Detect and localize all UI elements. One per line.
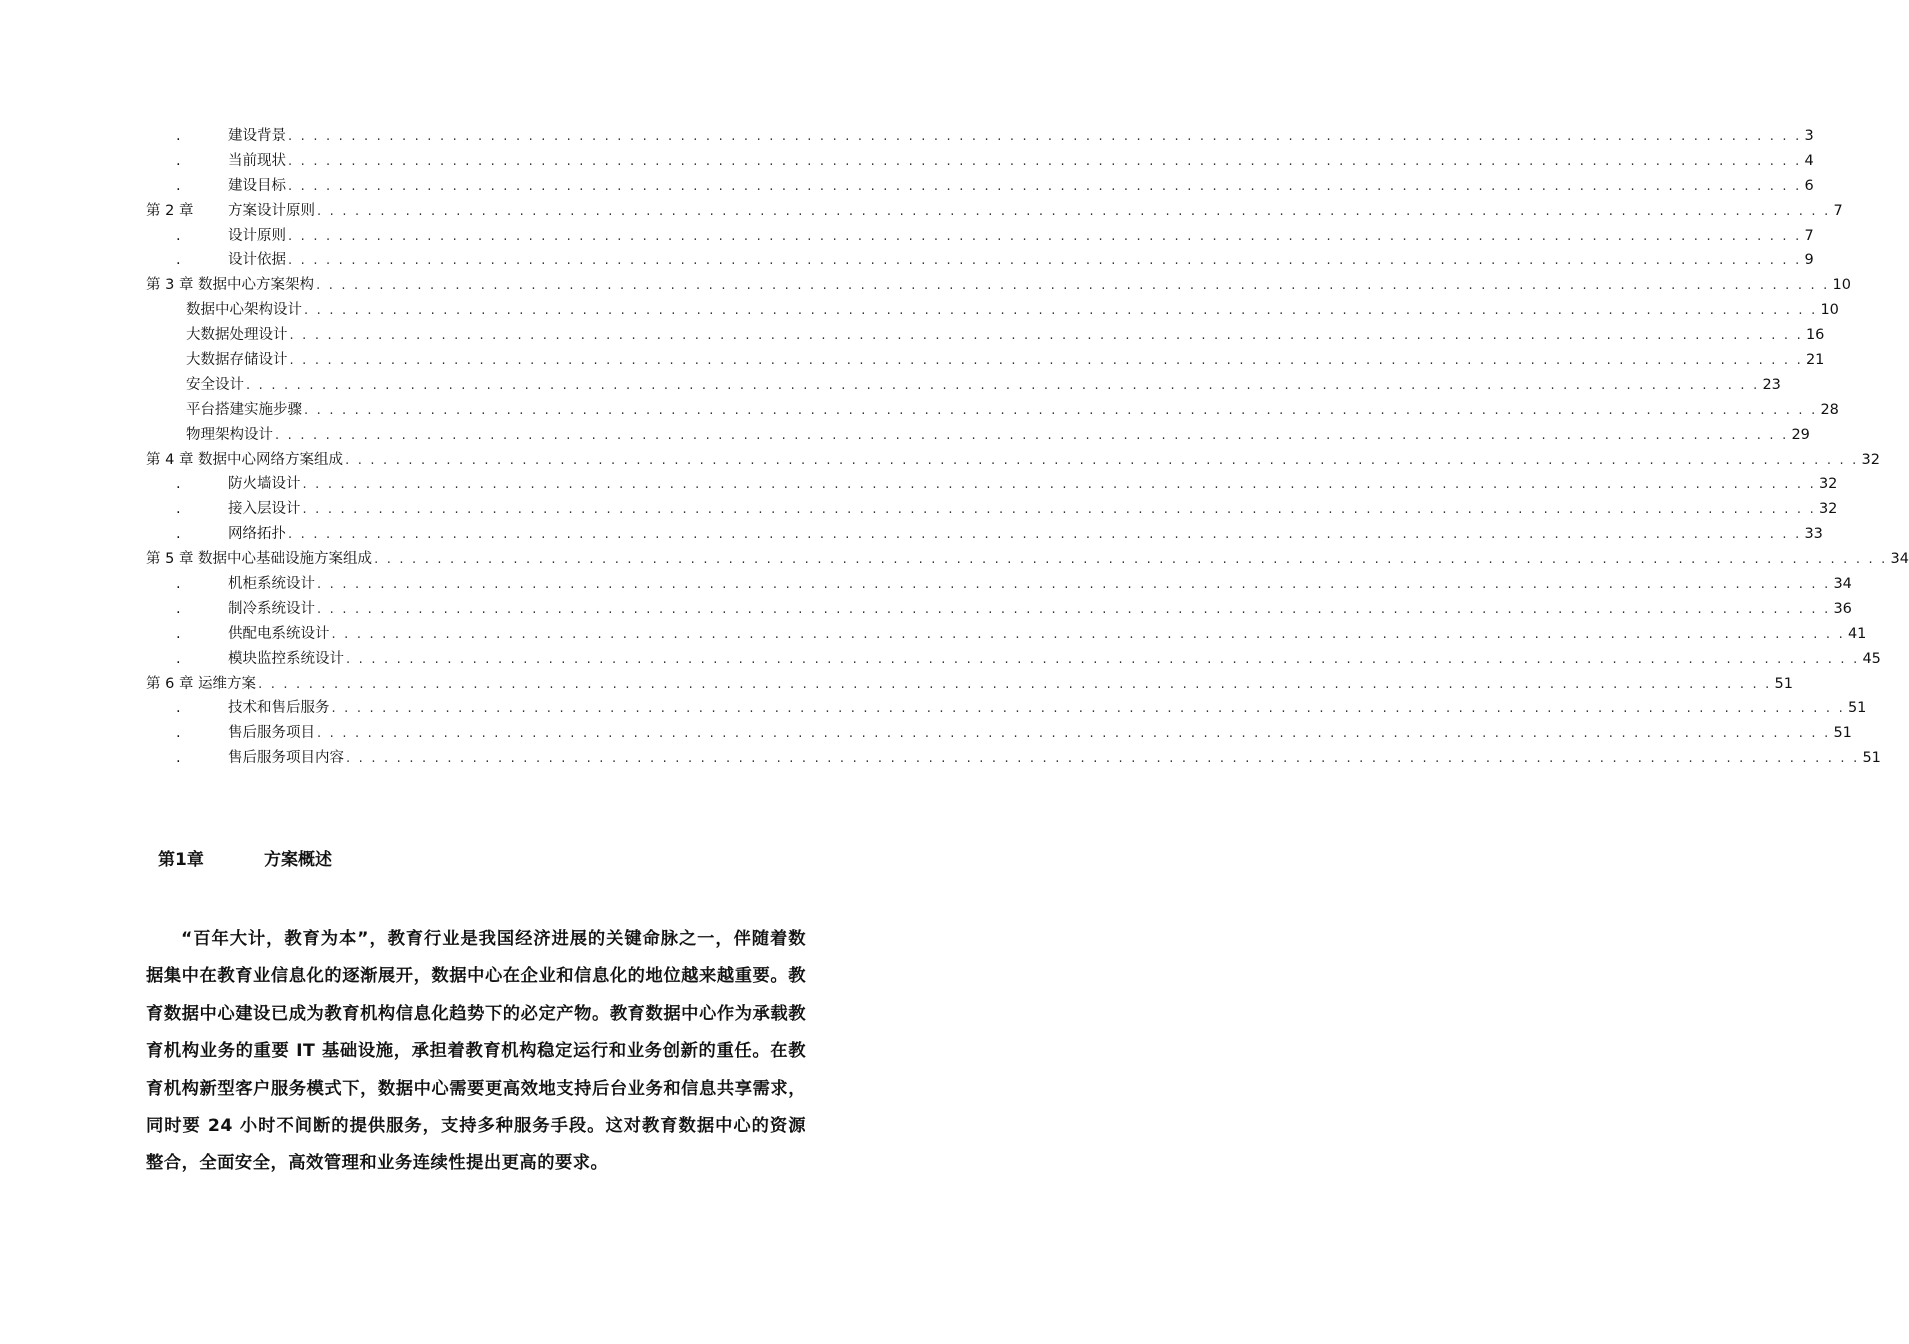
toc-entry-title: 第 5 章 数据中心基础设施方案组成 [146,547,374,572]
toc-page-number: 10 [1832,277,1851,294]
toc-dot-leader: . . . . . . . . . . . . . . . . . . . . . . . . . . . . . . . . . . . . . . . . . . . . . . . . . . . . . . . . . . . . . . . . . . . . . . . . . . . . . . . . . . . . . . . . . . . . . . . . . . . . . . . . . . . . . . . . . . . . . . . . [374,552,1888,568]
toc-entry-title: 大数据存储设计 [186,348,290,373]
toc-page-number: 45 [1862,650,1881,667]
chapter-title: 方案概述 [264,850,332,870]
toc-entry[interactable] [146,696,1867,721]
toc-dot-leader: . . . . . . . . . . . . . . . . . . . . . . . . . . . . . . . . . . . . . . . . . . . . . . . . . . . . . . . . . . . . . . . . . . . . . . . . . . . . . . . . . . . . . . . . . . . . . . . . . . . . . . . . . . . . . . . . . . . . . . . . [346,751,1860,767]
toc-page-number: 21 [1805,352,1825,369]
toc-dot-leader: . . . . . . . . . . . . . . . . . . . . . . . . . . . . . . . . . . . . . . . . . . . . . . . . . . . . . . . . . . . . . . . . . . . . . . . . . . . . . . . . . . . . . . . . . . . . . . . . . . . . . . . . . . . . . . . . . . . . . . . . [288,228,1802,244]
toc-entry[interactable] [146,746,1881,771]
toc-entry-number: . [176,128,181,144]
toc-dot-leader: . . . . . . . . . . . . . . . . . . . . . . . . . . . . . . . . . . . . . . . . . . . . . . . . . . . . . . . . . . . . . . . . . . . . . . . . . . . . . . . . . . . . . . . . . . . . . . . . . . . . . . . . . . . . . . . . . . . . . . . . [289,353,1803,369]
toc-page-number: 6 [1804,177,1814,194]
toc-entry-title: 方案设计原则 [228,199,317,224]
toc-dot-leader: . . . . . . . . . . . . . . . . . . . . . . . . . . . . . . . . . . . . . . . . . . . . . . . . . . . . . . . . . . . . . . . . . . . . . . . . . . . . . . . . . . . . . . . . . . . . . . . . . . . . . . . . . . . . . . . . . . . . . . . . [289,328,1803,344]
toc-page-number: 29 [1791,426,1810,443]
toc-page-number: 32 [1818,501,1838,518]
toc-page-number: 23 [1762,376,1781,393]
toc-entry[interactable] [146,373,1781,398]
toc-page-number: 34 [1890,551,1909,568]
toc-dot-leader: . . . . . . . . . . . . . . . . . . . . . . . . . . . . . . . . . . . . . . . . . . . . . . . . . . . . . . . . . . . . . . . . . . . . . . . . . . . . . . . . . . . . . . . . . . . . . . . . . . . . . . . . . . . . . . . . . . . . . . . . [246,377,1760,393]
toc-page-number: 28 [1820,401,1839,418]
toc-page-number: 9 [1804,252,1814,269]
toc-page-number: 7 [1804,227,1814,244]
toc-entry-title: 第 6 章 运维方案 [146,672,258,697]
toc-page-number: 51 [1862,750,1881,767]
toc-entry[interactable] [146,398,1839,423]
toc-entry[interactable] [146,597,1852,622]
toc-page-number: 36 [1833,600,1852,617]
toc-dot-leader: . . . . . . . . . . . . . . . . . . . . . . . . . . . . . . . . . . . . . . . . . . . . . . . . . . . . . . . . . . . . . . . . . . . . . . . . . . . . . . . . . . . . . . . . . . . . . . . . . . . . . . . . . . . . . . . . . . . . . . . . [317,601,1831,617]
toc-entry[interactable] [146,497,1838,522]
toc-dot-leader: . . . . . . . . . . . . . . . . . . . . . . . . . . . . . . . . . . . . . . . . . . . . . . . . . . . . . . . . . . . . . . . . . . . . . . . . . . . . . . . . . . . . . . . . . . . . . . . . . . . . . . . . . . . . . . . . . . . . . . . . [345,452,1859,468]
toc-entry-title: 机柜系统设计 [228,572,317,597]
toc-dot-leader: . . . . . . . . . . . . . . . . . . . . . . . . . . . . . . . . . . . . . . . . . . . . . . . . . . . . . . . . . . . . . . . . . . . . . . . . . . . . . . . . . . . . . . . . . . . . . . . . . . . . . . . . . . . . . . . . . . . . . . . . [288,253,1802,269]
toc-page-number: 51 [1774,675,1793,692]
toc-entry-number: . [176,501,181,518]
toc-entry[interactable] [146,572,1852,597]
toc-dot-leader: . . . . . . . . . . . . . . . . . . . . . . . . . . . . . . . . . . . . . . . . . . . . . . . . . . . . . . . . . . . . . . . . . . . . . . . . . . . . . . . . . . . . . . . . . . . . . . . . . . . . . . . . . . . . . . . . . . . . . . . . [288,527,1802,543]
toc-entry-title: 大数据处理设计 [186,323,290,348]
toc-dot-leader: . . . . . . . . . . . . . . . . . . . . . . . . . . . . . . . . . . . . . . . . . . . . . . . . . . . . . . . . . . . . . . . . . . . . . . . . . . . . . . . . . . . . . . . . . . . . . . . . . . . . . . . . . . . . . . . . . . . . . . . . [258,676,1772,692]
toc-entry[interactable] [146,224,1814,249]
toc-dot-leader: . . . . . . . . . . . . . . . . . . . . . . . . . . . . . . . . . . . . . . . . . . . . . . . . . . . . . . . . . . . . . . . . . . . . . . . . . . . . . . . . . . . . . . . . . . . . . . . . . . . . . . . . . . . . . . . . . . . . . . . . [317,577,1831,593]
toc-entry-title: 设计原则 [228,224,288,249]
toc-entry[interactable] [146,323,1825,348]
body-paragraph [146,921,806,1183]
toc-entry-title: 设计依据 [228,248,288,273]
toc-dot-leader: . . . . . . . . . . . . . . . . . . . . . . . . . . . . . . . . . . . . . . . . . . . . . . . . . . . . . . . . . . . . . . . . . . . . . . . . . . . . . . . . . . . . . . . . . . . . . . . . . . . . . . . . . . . . . . . . . . . . . . . . [302,477,1816,493]
toc-page-number: 4 [1804,152,1814,169]
toc-dot-leader: . . . . . . . . . . . . . . . . . . . . . . . . . . . . . . . . . . . . . . . . . . . . . . . . . . . . . . . . . . . . . . . . . . . . . . . . . . . . . . . . . . . . . . . . . . . . . . . . . . . . . . . . . . . . . . . . . . . . . . . . [304,303,1818,319]
toc-dot-leader: . . . . . . . . . . . . . . . . . . . . . . . . . . . . . . . . . . . . . . . . . . . . . . . . . . . . . . . . . . . . . . . . . . . . . . . . . . . . . . . . . . . . . . . . . . . . . . . . . . . . . . . . . . . . . . . . . . . . . . . . [331,701,1845,717]
toc-page-number: 3 [1804,128,1814,144]
toc-entry-title: 售后服务项目 [228,721,317,746]
toc-entry-number: . [176,625,181,642]
toc-dot-leader: . . . . . . . . . . . . . . . . . . . . . . . . . . . . . . . . . . . . . . . . . . . . . . . . . . . . . . . . . . . . . . . . . . . . . . . . . . . . . . . . . . . . . . . . . . . . . . . . . . . . . . . . . . . . . . . . . . . . . . . . [317,726,1831,742]
toc-page-number: 16 [1805,327,1825,344]
toc-dot-leader: . . . . . . . . . . . . . . . . . . . . . . . . . . . . . . . . . . . . . . . . . . . . . . . . . . . . . . . . . . . . . . . . . . . . . . . . . . . . . . . . . . . . . . . . . . . . . . . . . . . . . . . . . . . . . . . . . . . . . . . . [302,502,1816,518]
toc-page-number: 7 [1833,202,1843,219]
toc-entry[interactable] [146,348,1825,373]
toc-entry-number: . [176,600,181,617]
toc-page-number: 32 [1861,451,1880,468]
toc-entry-number: . [176,476,181,493]
toc-dot-leader: . . . . . . . . . . . . . . . . . . . . . . . . . . . . . . . . . . . . . . . . . . . . . . . . . . . . . . . . . . . . . . . . . . . . . . . . . . . . . . . . . . . . . . . . . . . . . . . . . . . . . . . . . . . . . . . . . . . . . . . . [331,626,1845,642]
toc-entry[interactable] [146,273,1851,298]
toc-entry-number: . [176,227,181,244]
toc-entry-title: 建设背景 [228,124,288,149]
toc-page-number: 10 [1820,302,1839,319]
toc-page-number: 51 [1847,700,1867,717]
toc-entry[interactable] [146,298,1839,323]
toc-dot-leader: . . . . . . . . . . . . . . . . . . . . . . . . . . . . . . . . . . . . . . . . . . . . . . . . . . . . . . . . . . . . . . . . . . . . . . . . . . . . . . . . . . . . . . . . . . . . . . . . . . . . . . . . . . . . . . . . . . . . . . . . [275,427,1789,443]
toc-page-number: 41 [1847,625,1867,642]
toc-entry[interactable] [146,448,1880,473]
toc-entry-number: . [176,526,181,543]
toc-dot-leader: . . . . . . . . . . . . . . . . . . . . . . . . . . . . . . . . . . . . . . . . . . . . . . . . . . . . . . . . . . . . . . . . . . . . . . . . . . . . . . . . . . . . . . . . . . . . . . . . . . . . . . . . . . . . . . . . . . . . . . . . [304,402,1818,418]
toc-entry-number: . [176,177,181,194]
toc-entry-title: 数据中心架构设计 [186,298,304,323]
toc-entry-number: . [176,152,181,169]
toc-entry-title: 网络拓扑 [228,522,288,547]
toc-entry-number: . [176,576,181,593]
toc-dot-leader: . . . . . . . . . . . . . . . . . . . . . . . . . . . . . . . . . . . . . . . . . . . . . . . . . . . . . . . . . . . . . . . . . . . . . . . . . . . . . . . . . . . . . . . . . . . . . . . . . . . . . . . . . . . . . . . . . . . . . . . . [288,178,1802,194]
toc-entry[interactable] [146,672,1793,697]
toc-entry-title: 制冷系统设计 [228,597,317,622]
chapter-heading [158,845,332,870]
toc-entry[interactable] [146,199,1843,224]
toc-entry[interactable] [146,248,1814,273]
toc-page-number: 33 [1804,526,1823,543]
toc-entry[interactable] [146,174,1814,199]
toc-entry[interactable] [146,522,1823,547]
toc-page-number: 34 [1833,576,1852,593]
toc-entry-number: . [176,725,181,742]
toc-entry-title: 模块监控系统设计 [228,647,346,672]
toc-entry-title: 防火墙设计 [228,472,303,497]
toc-page-number: 51 [1833,725,1852,742]
toc-entry[interactable] [146,647,1881,672]
toc-dot-leader: . . . . . . . . . . . . . . . . . . . . . . . . . . . . . . . . . . . . . . . . . . . . . . . . . . . . . . . . . . . . . . . . . . . . . . . . . . . . . . . . . . . . . . . . . . . . . . . . . . . . . . . . . . . . . . . . . . . . . . . . [288,129,1802,144]
toc-dot-leader: . . . . . . . . . . . . . . . . . . . . . . . . . . . . . . . . . . . . . . . . . . . . . . . . . . . . . . . . . . . . . . . . . . . . . . . . . . . . . . . . . . . . . . . . . . . . . . . . . . . . . . . . . . . . . . . . . . . . . . . . [288,153,1802,169]
toc-entry[interactable] [146,472,1838,497]
toc-entry[interactable] [146,721,1852,746]
toc-entry-title: 当前现状 [228,149,288,174]
toc-page-number: 32 [1818,476,1838,493]
toc-entry-title: 接入层设计 [228,497,303,522]
toc-entry-number: . [176,750,181,767]
toc-entry-title: 第 3 章 数据中心方案架构 [146,273,316,298]
toc-entry-number: . [176,252,181,269]
toc-entry[interactable] [146,547,1909,572]
toc-dot-leader: . . . . . . . . . . . . . . . . . . . . . . . . . . . . . . . . . . . . . . . . . . . . . . . . . . . . . . . . . . . . . . . . . . . . . . . . . . . . . . . . . . . . . . . . . . . . . . . . . . . . . . . . . . . . . . . . . . . . . . . . [346,651,1860,667]
paragraph-text: “百年大计，教育为本”，教育行业是我国经济进展的关键命脉之一，伴随着数据集中在教育业信息化的逐渐展开，数据中心在企业和信息化的地位越来越重要。教育数据中心建设已成为教育机构信息化趋势下的必定产物。教育数据中心作为承载教育机构业务的重要 IT 基础设施，承担着教育机构稳定运行和业务创新的重任。在教育机构新型客户服务模式下，数据中心需要更高效地支持后台业务和信息共享需求，同时要 24 小时不间断的提供服务，支持多种服务手段。这对教育数据中心的资源整合，全面安全，高效管理和业务连续性提出更高的要求。 [146,929,806,1174]
toc-entry-title: 平台搭建实施步骤 [186,398,304,423]
toc-entry-number: . [176,700,181,717]
toc-entry-title: 物理架构设计 [186,423,275,448]
toc-entry-title: 供配电系统设计 [228,622,332,647]
toc-entry-title: 建设目标 [228,174,288,199]
toc-entry-number: . [176,650,181,667]
table-of-contents [146,124,1909,771]
toc-entry-number: 第 2 章 [146,202,194,219]
toc-entry[interactable] [146,423,1810,448]
toc-entry-title: 第 4 章 数据中心网络方案组成 [146,448,345,473]
toc-entry-title: 售后服务项目内容 [228,746,346,771]
toc-dot-leader: . . . . . . . . . . . . . . . . . . . . . . . . . . . . . . . . . . . . . . . . . . . . . . . . . . . . . . . . . . . . . . . . . . . . . . . . . . . . . . . . . . . . . . . . . . . . . . . . . . . . . . . . . . . . . . . . . . . . . . . . [317,203,1831,219]
toc-entry[interactable] [146,149,1814,174]
toc-entry-title: 技术和售后服务 [228,696,332,721]
toc-entry[interactable] [146,124,1814,149]
chapter-number: 第1章 [158,850,204,870]
toc-entry[interactable] [146,622,1867,647]
toc-dot-leader: . . . . . . . . . . . . . . . . . . . . . . . . . . . . . . . . . . . . . . . . . . . . . . . . . . . . . . . . . . . . . . . . . . . . . . . . . . . . . . . . . . . . . . . . . . . . . . . . . . . . . . . . . . . . . . . . . . . . . . . . [316,278,1830,294]
toc-entry-title: 安全设计 [186,373,246,398]
